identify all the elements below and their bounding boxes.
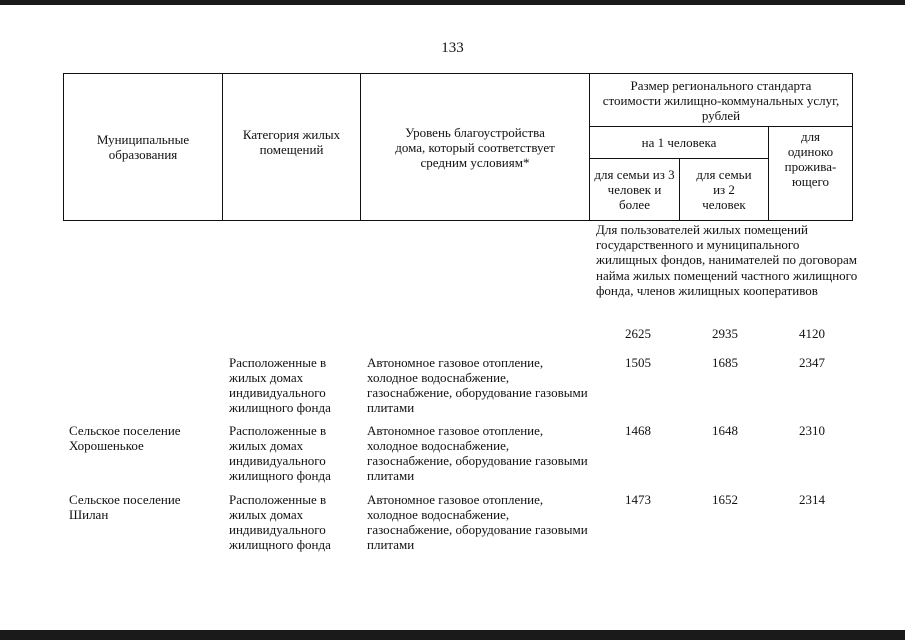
row-3-municipality: Сельское поселение Шилан xyxy=(69,492,181,522)
header-family2-label: для семьи из 2 человек xyxy=(696,167,752,212)
row-2-category: Расположенные в жилых домах индивидуального жилищного фонда xyxy=(229,423,331,483)
row-2-single: 2310 xyxy=(799,423,825,438)
row-1-family3: 1505 xyxy=(625,355,651,370)
row-1-single: 2347 xyxy=(799,355,825,370)
page-number: 133 xyxy=(441,40,464,56)
note-value-family2: 2935 xyxy=(712,326,738,341)
scan-border-bottom xyxy=(0,630,905,640)
header-per-person-label: на 1 человека xyxy=(641,135,717,150)
row-3-family3: 1473 xyxy=(625,492,651,507)
note-value-family3: 2625 xyxy=(625,326,651,341)
header-family3 xyxy=(589,158,680,221)
row-3-level: Автономное газовое отопление, холодное водоснабжение, газоснабжение, оборудование газовыми плитами xyxy=(367,492,588,552)
header-family2 xyxy=(679,158,769,221)
row-2-family3: 1468 xyxy=(625,423,651,438)
row-2-level: Автономное газовое отопление, холодное водоснабжение, газоснабжение, оборудование газовыми плитами xyxy=(367,423,588,483)
header-single xyxy=(768,126,853,221)
users-note: Для пользователей жилых помещений государственного и муниципального жилищных фондов, нанимателей по договорам найма жилых помещений частного жилищного фонда, членов жилищных кооперативов xyxy=(596,222,858,298)
header-standard xyxy=(589,73,853,127)
header-level xyxy=(360,73,590,221)
row-3-family2: 1652 xyxy=(712,492,738,507)
header-municipality-label: Муниципальные образования xyxy=(96,132,190,162)
row-2-municipality: Сельское поселение Хорошенькое xyxy=(69,423,181,453)
row-2-family2: 1648 xyxy=(712,423,738,438)
header-level-label: Уровень благоустройства дома, который соответствует средним условиям* xyxy=(395,124,555,170)
scan-border-top xyxy=(0,0,905,5)
header-category-label: Категория жилых помещений xyxy=(242,127,341,157)
row-1-level: Автономное газовое отопление, холодное водоснабжение, газоснабжение, оборудование газовыми плитами xyxy=(367,355,588,415)
header-per-person xyxy=(589,126,769,159)
header-single-label: для одиноко прожива-ющего xyxy=(784,129,837,189)
row-3-single: 2314 xyxy=(799,492,825,507)
header-family3-label: для семьи из 3 человек и более xyxy=(594,167,675,212)
header-municipality xyxy=(63,73,223,221)
row-1-category: Расположенные в жилых домах индивидуального жилищного фонда xyxy=(229,355,331,415)
note-value-single: 4120 xyxy=(799,326,825,341)
row-1-family2: 1685 xyxy=(712,355,738,370)
row-3-category: Расположенные в жилых домах индивидуального жилищного фонда xyxy=(229,492,331,552)
header-standard-label: Размер регионального стандарта стоимости жилищно-коммунальных услуг, рублей xyxy=(602,77,840,123)
header-category xyxy=(222,73,361,221)
